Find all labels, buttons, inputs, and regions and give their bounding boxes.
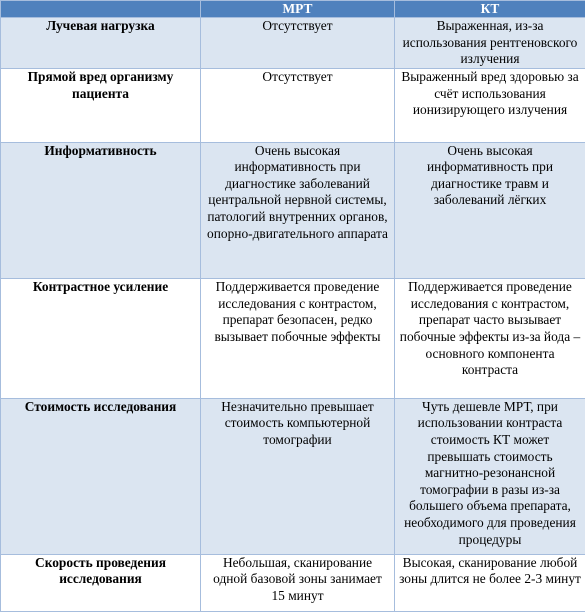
mrt-radiation-load: Отсутствует	[201, 18, 395, 69]
mrt-speed: Небольшая, сканирование одной базовой зоны занимает 15 минут	[201, 554, 395, 611]
ct-direct-harm: Выраженный вред здоровью за счёт использования ионизирующего излучения	[395, 69, 585, 142]
table-row	[1, 279, 585, 399]
table-row	[1, 69, 585, 142]
table-row	[1, 142, 585, 279]
header-mrt: МРТ	[201, 1, 395, 18]
table-row	[1, 18, 585, 69]
header-ct: КТ	[395, 1, 585, 18]
criterion-informativeness: Информативность	[1, 142, 201, 279]
mrt-cost: Незначительно превышает стоимость компьютерной томографии	[201, 398, 395, 554]
criterion-cost: Стоимость исследования	[1, 398, 201, 554]
ct-speed: Высокая, сканирование любой зоны длится не более 2-3 минут	[395, 554, 585, 611]
ct-cost: Чуть дешевле МРТ, при использовании контраста стоимость КТ может превышать стоимость магнитно-резонансной томографии в разы из-за большего объема препарата, необходимого для проведения процедуры	[395, 398, 585, 554]
table-header-row	[1, 1, 585, 18]
criterion-direct-harm: Прямой вред организму пациента	[1, 69, 201, 142]
table-row	[1, 398, 585, 554]
ct-radiation-load: Выраженная, из-за использования рентгеновского излучения	[395, 18, 585, 69]
ct-informativeness: Очень высокая информативность при диагностике травм и заболеваний лёгких	[395, 142, 585, 279]
criterion-contrast-enhancement: Контрастное усиление	[1, 279, 201, 399]
mrt-contrast-enhancement: Поддерживается проведение исследования с контрастом, препарат безопасен, редко вызывает побочные эффекты	[201, 279, 395, 399]
header-criterion	[1, 1, 201, 18]
table-row	[1, 554, 585, 611]
mrt-informativeness: Очень высокая информативность при диагностике заболеваний центральной нервной системы, патологий внутренних органов, опорно-двигательного аппарата	[201, 142, 395, 279]
criterion-speed: Скорость проведения исследования	[1, 554, 201, 611]
ct-contrast-enhancement: Поддерживается проведение исследования с контрастом, препарат часто вызывает побочные эффекты из-за йода – основного компонента контраста	[395, 279, 585, 399]
mrt-direct-harm: Отсутствует	[201, 69, 395, 142]
criterion-radiation-load: Лучевая нагрузка	[1, 18, 201, 69]
